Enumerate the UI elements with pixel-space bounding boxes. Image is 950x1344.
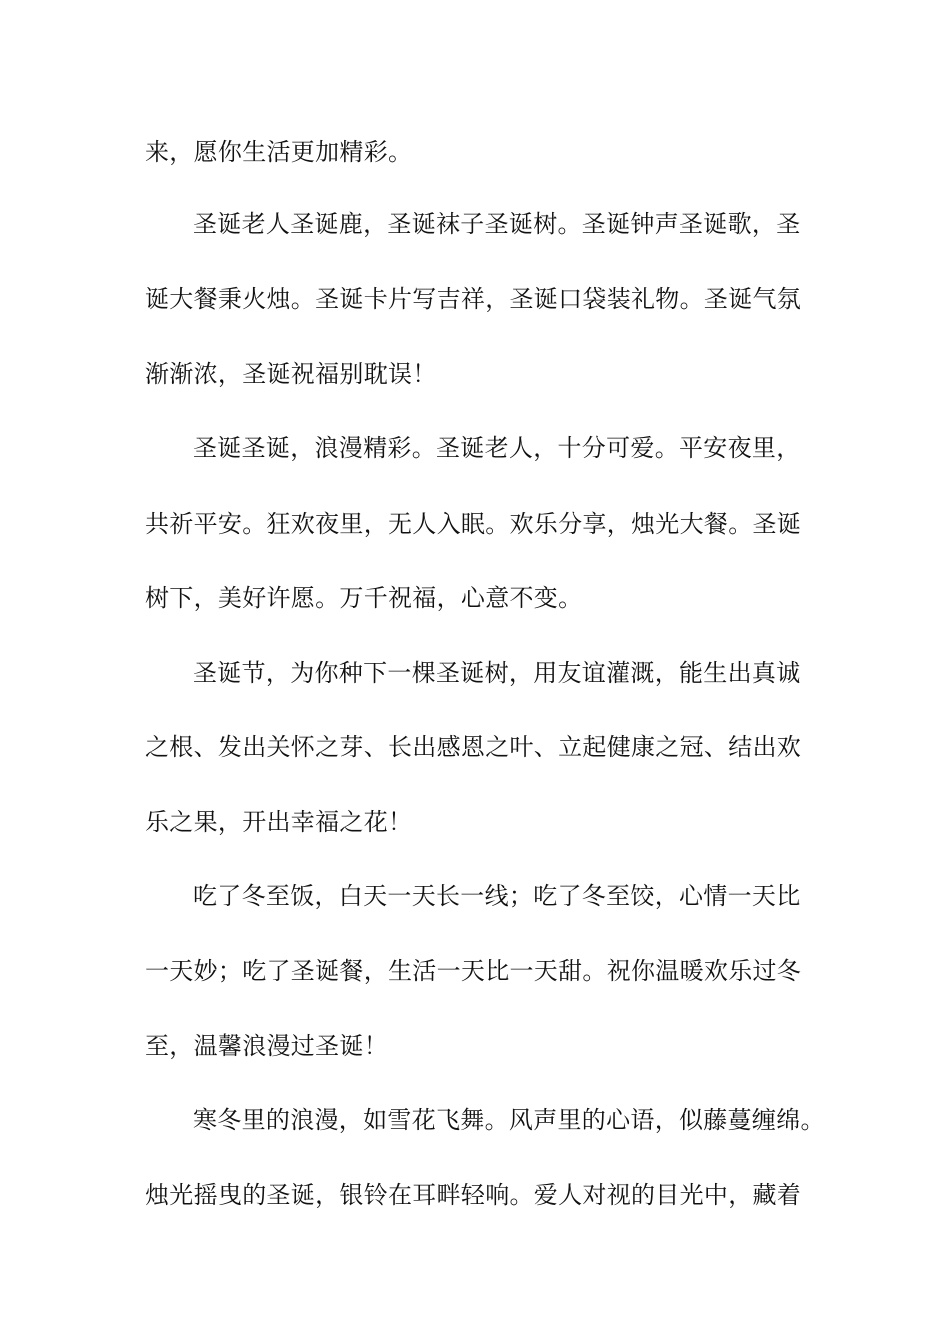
text-line: 烛光摇曳的圣诞，银铃在耳畔轻响。爱人对视的目光中，藏着 — [145, 1181, 802, 1209]
text-line: 乐之果，开出幸福之花！ — [145, 808, 413, 836]
paragraph-first-line: 圣诞圣诞，浪漫精彩。圣诞老人，十分可爱。平安夜里， — [193, 434, 801, 462]
text-line: 树下，美好许愿。万千祝福，心意不变。 — [145, 584, 583, 612]
text-line: 共祈平安。狂欢夜里，无人入眠。欢乐分享，烛光大餐。圣诞 — [145, 510, 802, 538]
text-line: 渐渐浓，圣诞祝福别耽误！ — [145, 360, 437, 388]
paragraph-first-line: 圣诞老人圣诞鹿，圣诞袜子圣诞树。圣诞钟声圣诞歌，圣 — [193, 210, 801, 238]
text-line: 之根、发出关怀之芽、长出感恩之叶、立起健康之冠、结出欢 — [145, 733, 802, 761]
text-line: 诞大餐秉火烛。圣诞卡片写吉祥，圣诞口袋装礼物。圣诞气氛 — [145, 285, 802, 313]
paragraph-first-line: 圣诞节，为你种下一棵圣诞树，用友谊灌溉，能生出真诚 — [193, 659, 801, 687]
paragraph-first-line: 寒冬里的浪漫，如雪花飞舞。风声里的心语，似藤蔓缠绵。 — [193, 1106, 825, 1134]
text-line: 来，愿你生活更加精彩。 — [145, 138, 413, 166]
text-line: 至，温馨浪漫过圣诞！ — [145, 1032, 388, 1060]
text-line: 一天妙；吃了圣诞餐，生活一天比一天甜。祝你温暖欢乐过冬 — [145, 957, 802, 985]
paragraph-first-line: 吃了冬至饭，白天一天长一线；吃了冬至饺，心情一天比 — [193, 882, 801, 910]
